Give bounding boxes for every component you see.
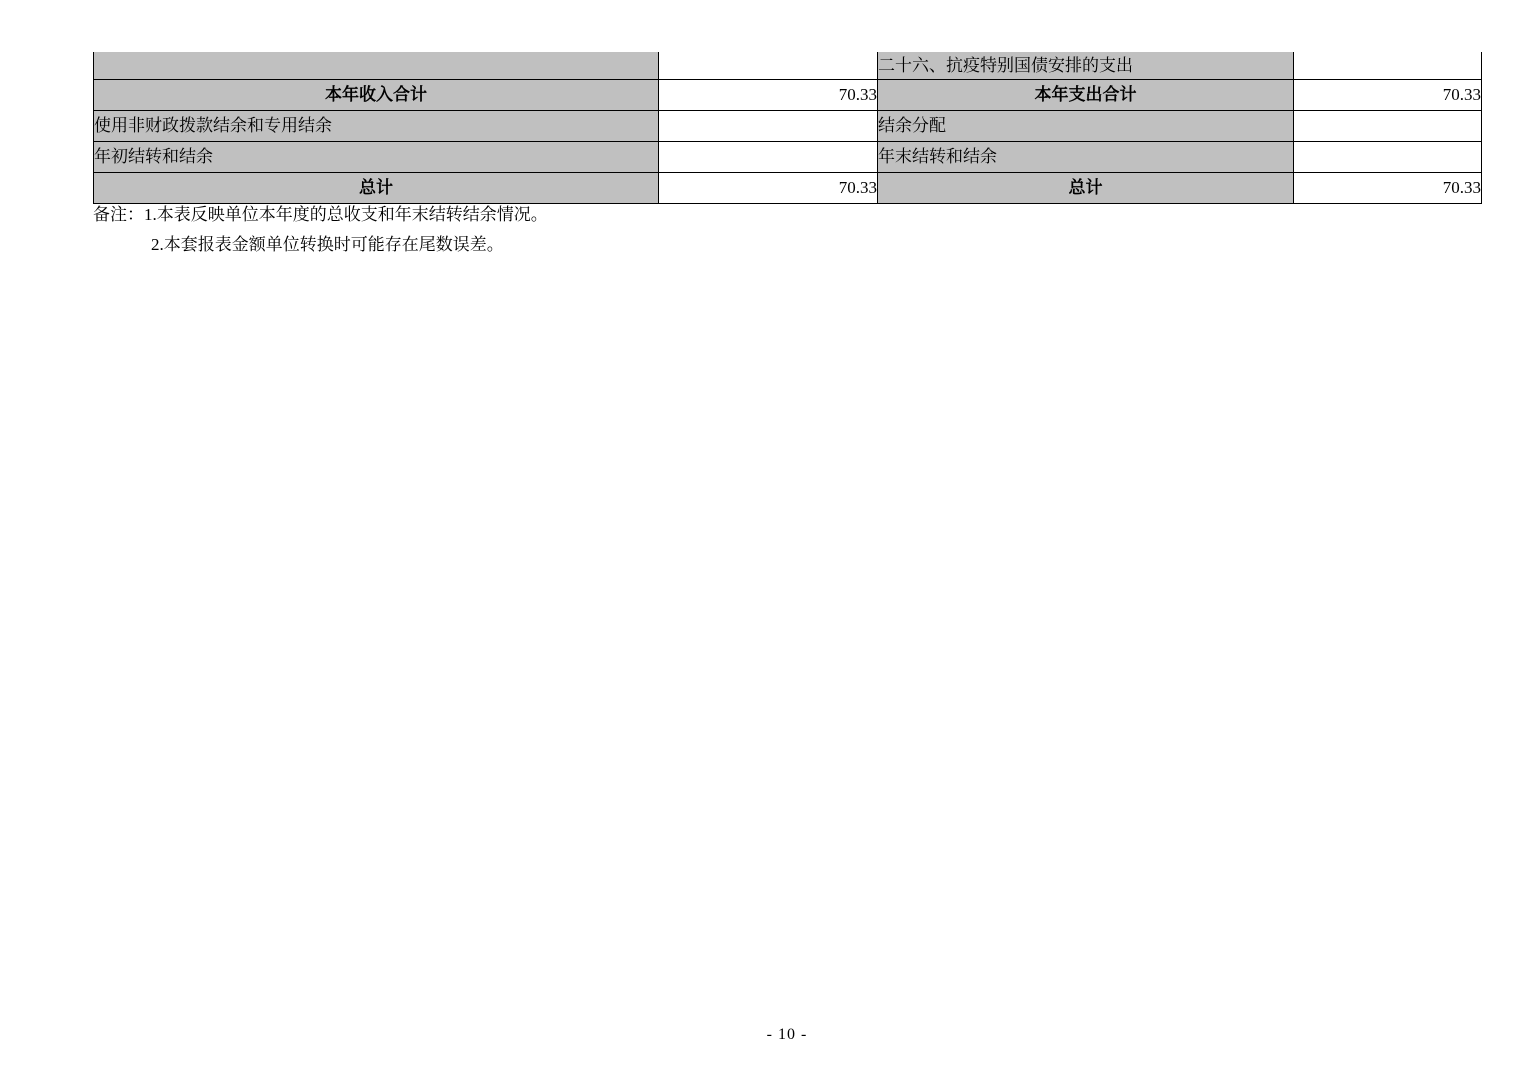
table-cell-right-value <box>1294 142 1482 173</box>
table-cell-right-label: 总计 <box>878 173 1294 204</box>
table-row <box>94 173 1482 204</box>
table-cell-right-value: 70.33 <box>1294 173 1482 204</box>
table-cell-left-label: 使用非财政拨款结余和专用结余 <box>94 111 659 142</box>
table-cell-left-value <box>659 111 878 142</box>
table-cell-left-value: 70.33 <box>659 80 878 111</box>
table-cell-right-label: 年末结转和结余 <box>878 142 1294 173</box>
table-cell-right-label: 结余分配 <box>878 111 1294 142</box>
table-cell-right-label: 本年支出合计 <box>878 80 1294 111</box>
table-cell-right-value <box>1294 52 1482 80</box>
footnotes <box>93 200 1481 260</box>
table-cell-left-value: 70.33 <box>659 173 878 204</box>
table-cell-left-label <box>94 52 659 80</box>
note-text: 2.本套报表金额单位转换时可能存在尾数误差。 <box>151 235 504 254</box>
table-row <box>94 142 1482 173</box>
note-line <box>93 230 1481 260</box>
table-cell-right-value: 70.33 <box>1294 80 1482 111</box>
income-expenditure-summary-table <box>93 52 1482 204</box>
table-cell-left-label: 总计 <box>94 173 659 204</box>
table-row <box>94 52 1482 80</box>
table-cell-left-label: 年初结转和结余 <box>94 142 659 173</box>
table-cell-right-value <box>1294 111 1482 142</box>
table-cell-left-value <box>659 142 878 173</box>
table-cell-left-value <box>659 52 878 80</box>
note-line <box>93 200 1481 230</box>
table-row <box>94 111 1482 142</box>
table-cell-right-label: 二十六、抗疫特别国债安排的支出 <box>878 52 1294 80</box>
table-cell-left-label: 本年收入合计 <box>94 80 659 111</box>
page-number: - 10 - <box>766 1026 808 1043</box>
notes-label: 备注： <box>93 205 144 224</box>
table-row <box>94 80 1482 111</box>
note-text: 1.本表反映单位本年度的总收支和年末结转结余情况。 <box>144 205 548 224</box>
